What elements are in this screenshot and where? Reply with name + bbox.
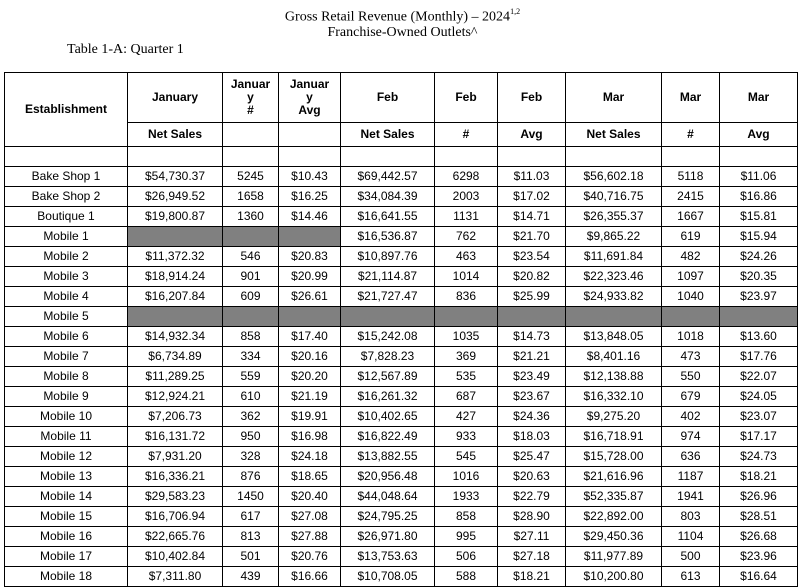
header-mar-sales-top: Mar xyxy=(566,73,662,123)
jan-count-cell: 334 xyxy=(223,347,279,367)
table-row xyxy=(5,447,798,467)
feb-avg-cell: $11.03 xyxy=(498,167,566,187)
mar-count-cell: 5118 xyxy=(662,167,720,187)
feb-count-cell: 933 xyxy=(435,427,498,447)
jan-avg-cell: $20.76 xyxy=(279,547,341,567)
header-jan-count-top xyxy=(223,73,279,123)
header-row-top xyxy=(5,73,798,123)
header-mar-avg-bottom: Avg xyxy=(720,123,798,147)
mar-avg-cell: $18.21 xyxy=(720,467,798,487)
header-jan-count-top-1: Januar xyxy=(230,77,271,91)
table-caption: Table 1-A: Quarter 1 xyxy=(67,42,184,57)
jan-count-cell: 858 xyxy=(223,327,279,347)
jan-count-cell: 617 xyxy=(223,507,279,527)
jan-count-cell: 362 xyxy=(223,407,279,427)
feb-count-cell: 463 xyxy=(435,247,498,267)
mar-avg-cell: $26.96 xyxy=(720,487,798,507)
feb-avg-cell: $28.90 xyxy=(498,507,566,527)
mar-net-sales-cell: $40,716.75 xyxy=(566,187,662,207)
establishment-cell: Mobile 6 xyxy=(5,327,128,347)
feb-avg-cell: $25.99 xyxy=(498,287,566,307)
feb-count-cell: 1933 xyxy=(435,487,498,507)
establishment-cell: Mobile 18 xyxy=(5,567,128,587)
table-row xyxy=(5,207,798,227)
jan-avg-cell: $19.91 xyxy=(279,407,341,427)
feb-count-cell: 995 xyxy=(435,527,498,547)
jan-count-cell: 609 xyxy=(223,287,279,307)
feb-avg-cell: $18.03 xyxy=(498,427,566,447)
feb-avg-cell: $18.21 xyxy=(498,567,566,587)
header-jan-count-top-2: y xyxy=(247,90,254,104)
feb-net-sales-cell: $15,242.08 xyxy=(341,327,435,347)
jan-count-cell: 610 xyxy=(223,387,279,407)
mar-net-sales-cell: $9,865.22 xyxy=(566,227,662,247)
jan-count-cell: 546 xyxy=(223,247,279,267)
feb-avg-cell: $23.49 xyxy=(498,367,566,387)
jan-count-cell: 813 xyxy=(223,527,279,547)
establishment-cell: Bake Shop 1 xyxy=(5,167,128,187)
jan-avg-cell: $20.20 xyxy=(279,367,341,387)
report-title xyxy=(0,8,805,26)
mar-net-sales-cell: $12,138.88 xyxy=(566,367,662,387)
feb-avg-cell: $20.82 xyxy=(498,267,566,287)
report-title-footnote-marker: 1,2 xyxy=(510,7,521,16)
jan-net-sales-cell xyxy=(128,227,223,247)
mar-avg-cell: $28.51 xyxy=(720,507,798,527)
spacer-cell xyxy=(720,147,798,167)
jan-net-sales-cell: $16,336.21 xyxy=(128,467,223,487)
jan-avg-cell: $10.43 xyxy=(279,167,341,187)
feb-count-cell: 858 xyxy=(435,507,498,527)
header-feb-count-bottom: # xyxy=(435,123,498,147)
jan-avg-cell xyxy=(279,227,341,247)
table-row xyxy=(5,287,798,307)
mar-net-sales-cell: $56,602.18 xyxy=(566,167,662,187)
establishment-cell: Boutique 1 xyxy=(5,207,128,227)
mar-count-cell: 1104 xyxy=(662,527,720,547)
feb-net-sales-cell: $16,641.55 xyxy=(341,207,435,227)
spacer-cell xyxy=(279,147,341,167)
header-jan-count-bottom-cell xyxy=(223,123,279,147)
header-feb-avg-top: Feb xyxy=(498,73,566,123)
jan-avg-cell: $16.25 xyxy=(279,187,341,207)
mar-count-cell: 1018 xyxy=(662,327,720,347)
feb-avg-cell: $22.79 xyxy=(498,487,566,507)
jan-net-sales-cell: $16,706.94 xyxy=(128,507,223,527)
mar-avg-cell: $22.07 xyxy=(720,367,798,387)
header-jan-avg-bottom-cell xyxy=(279,123,341,147)
mar-count-cell: 1040 xyxy=(662,287,720,307)
feb-avg-cell: $21.21 xyxy=(498,347,566,367)
jan-net-sales-cell: $29,583.23 xyxy=(128,487,223,507)
mar-net-sales-cell: $26,355.37 xyxy=(566,207,662,227)
feb-net-sales-cell: $26,971.80 xyxy=(341,527,435,547)
mar-net-sales-cell: $22,892.00 xyxy=(566,507,662,527)
header-feb-sales-bottom: Net Sales xyxy=(341,123,435,147)
jan-avg-cell: $14.46 xyxy=(279,207,341,227)
feb-count-cell: 1035 xyxy=(435,327,498,347)
mar-count-cell: 2415 xyxy=(662,187,720,207)
table-row xyxy=(5,327,798,347)
spacer-cell xyxy=(341,147,435,167)
feb-net-sales-cell: $10,402.65 xyxy=(341,407,435,427)
jan-avg-cell: $16.66 xyxy=(279,567,341,587)
establishment-cell: Mobile 1 xyxy=(5,227,128,247)
jan-avg-cell: $17.40 xyxy=(279,327,341,347)
jan-avg-cell: $26.61 xyxy=(279,287,341,307)
mar-net-sales-cell: $15,728.00 xyxy=(566,447,662,467)
mar-avg-cell: $24.26 xyxy=(720,247,798,267)
jan-net-sales-cell: $12,924.21 xyxy=(128,387,223,407)
mar-avg-cell: $11.06 xyxy=(720,167,798,187)
mar-net-sales-cell: $22,323.46 xyxy=(566,267,662,287)
jan-net-sales-cell: $22,665.76 xyxy=(128,527,223,547)
mar-count-cell: 500 xyxy=(662,547,720,567)
spacer-cell xyxy=(223,147,279,167)
mar-count-cell: 1187 xyxy=(662,467,720,487)
table-row xyxy=(5,487,798,507)
feb-net-sales-cell: $16,536.87 xyxy=(341,227,435,247)
feb-count-cell xyxy=(435,307,498,327)
feb-count-cell: 506 xyxy=(435,547,498,567)
feb-avg-cell: $24.36 xyxy=(498,407,566,427)
feb-net-sales-cell: $21,114.87 xyxy=(341,267,435,287)
header-jan-count-bottom: # xyxy=(247,103,254,117)
feb-count-cell: 545 xyxy=(435,447,498,467)
feb-net-sales-cell: $21,727.47 xyxy=(341,287,435,307)
jan-avg-cell: $20.83 xyxy=(279,247,341,267)
establishment-cell: Mobile 17 xyxy=(5,547,128,567)
table-row xyxy=(5,307,798,327)
mar-net-sales-cell: $16,718.91 xyxy=(566,427,662,447)
header-mar-sales-bottom: Net Sales xyxy=(566,123,662,147)
mar-count-cell: 1097 xyxy=(662,267,720,287)
feb-count-cell: 1131 xyxy=(435,207,498,227)
jan-net-sales-cell: $18,914.24 xyxy=(128,267,223,287)
establishment-cell: Mobile 3 xyxy=(5,267,128,287)
mar-avg-cell xyxy=(720,307,798,327)
table-row xyxy=(5,507,798,527)
spacer-cell xyxy=(128,147,223,167)
jan-count-cell: 501 xyxy=(223,547,279,567)
mar-avg-cell: $24.05 xyxy=(720,387,798,407)
mar-avg-cell: $23.97 xyxy=(720,287,798,307)
jan-net-sales-cell: $14,932.34 xyxy=(128,327,223,347)
mar-net-sales-cell: $11,691.84 xyxy=(566,247,662,267)
header-feb-avg-bottom: Avg xyxy=(498,123,566,147)
jan-count-cell xyxy=(223,307,279,327)
spacer-cell xyxy=(5,147,128,167)
mar-avg-cell: $17.76 xyxy=(720,347,798,367)
establishment-cell: Mobile 10 xyxy=(5,407,128,427)
jan-count-cell: 1450 xyxy=(223,487,279,507)
jan-net-sales-cell: $7,206.73 xyxy=(128,407,223,427)
jan-avg-cell: $20.99 xyxy=(279,267,341,287)
establishment-cell: Mobile 14 xyxy=(5,487,128,507)
jan-count-cell: 950 xyxy=(223,427,279,447)
jan-avg-cell: $16.98 xyxy=(279,427,341,447)
mar-avg-cell: $23.96 xyxy=(720,547,798,567)
mar-avg-cell: $20.35 xyxy=(720,267,798,287)
jan-avg-cell: $21.19 xyxy=(279,387,341,407)
mar-net-sales-cell xyxy=(566,307,662,327)
feb-net-sales-cell: $44,048.64 xyxy=(341,487,435,507)
jan-count-cell: 901 xyxy=(223,267,279,287)
jan-avg-cell xyxy=(279,307,341,327)
mar-net-sales-cell: $11,977.89 xyxy=(566,547,662,567)
jan-net-sales-cell: $19,800.87 xyxy=(128,207,223,227)
jan-count-cell: 1658 xyxy=(223,187,279,207)
jan-avg-cell: $18.65 xyxy=(279,467,341,487)
spacer-cell xyxy=(662,147,720,167)
table-row xyxy=(5,427,798,447)
mar-net-sales-cell: $21,616.96 xyxy=(566,467,662,487)
establishment-cell: Mobile 5 xyxy=(5,307,128,327)
feb-count-cell: 369 xyxy=(435,347,498,367)
spacer-row xyxy=(5,147,798,167)
establishment-cell: Mobile 16 xyxy=(5,527,128,547)
mar-net-sales-cell: $8,401.16 xyxy=(566,347,662,367)
mar-count-cell: 613 xyxy=(662,567,720,587)
feb-count-cell: 762 xyxy=(435,227,498,247)
jan-avg-cell: $27.08 xyxy=(279,507,341,527)
feb-avg-cell: $25.47 xyxy=(498,447,566,467)
feb-avg-cell: $27.11 xyxy=(498,527,566,547)
jan-avg-cell: $24.18 xyxy=(279,447,341,467)
feb-net-sales-cell: $7,828.23 xyxy=(341,347,435,367)
revenue-table xyxy=(4,72,798,587)
jan-net-sales-cell: $11,289.25 xyxy=(128,367,223,387)
header-jan-avg-bottom: Avg xyxy=(298,103,321,117)
table-row xyxy=(5,247,798,267)
feb-avg-cell: $20.63 xyxy=(498,467,566,487)
feb-avg-cell: $27.18 xyxy=(498,547,566,567)
mar-count-cell: 679 xyxy=(662,387,720,407)
mar-net-sales-cell: $13,848.05 xyxy=(566,327,662,347)
feb-avg-cell: $14.71 xyxy=(498,207,566,227)
feb-net-sales-cell: $69,442.57 xyxy=(341,167,435,187)
feb-count-cell: 1016 xyxy=(435,467,498,487)
jan-net-sales-cell: $7,931.20 xyxy=(128,447,223,467)
mar-avg-cell: $13.60 xyxy=(720,327,798,347)
establishment-cell: Mobile 11 xyxy=(5,427,128,447)
mar-count-cell xyxy=(662,307,720,327)
feb-net-sales-cell: $24,795.25 xyxy=(341,507,435,527)
spacer-cell xyxy=(435,147,498,167)
feb-count-cell: 427 xyxy=(435,407,498,427)
feb-net-sales-cell: $34,084.39 xyxy=(341,187,435,207)
feb-avg-cell xyxy=(498,307,566,327)
feb-count-cell: 1014 xyxy=(435,267,498,287)
table-row xyxy=(5,347,798,367)
feb-net-sales-cell xyxy=(341,307,435,327)
feb-net-sales-cell: $13,882.55 xyxy=(341,447,435,467)
feb-net-sales-cell: $16,822.49 xyxy=(341,427,435,447)
mar-count-cell: 619 xyxy=(662,227,720,247)
table-row xyxy=(5,367,798,387)
table-body xyxy=(5,147,798,587)
mar-count-cell: 1667 xyxy=(662,207,720,227)
mar-count-cell: 636 xyxy=(662,447,720,467)
report-subtitle: Franchise-Owned Outlets^ xyxy=(327,25,478,40)
header-mar-count-top: Mar xyxy=(662,73,720,123)
header-jan-sales-top: January xyxy=(128,73,223,123)
mar-count-cell: 974 xyxy=(662,427,720,447)
jan-net-sales-cell: $26,949.52 xyxy=(128,187,223,207)
jan-net-sales-cell: $16,131.72 xyxy=(128,427,223,447)
mar-net-sales-cell: $29,450.36 xyxy=(566,527,662,547)
table-row xyxy=(5,527,798,547)
establishment-cell: Bake Shop 2 xyxy=(5,187,128,207)
mar-avg-cell: $16.86 xyxy=(720,187,798,207)
table-row xyxy=(5,547,798,567)
table-row xyxy=(5,387,798,407)
mar-avg-cell: $15.94 xyxy=(720,227,798,247)
table-row xyxy=(5,227,798,247)
report-title-text: Gross Retail Revenue (Monthly) – 2024 xyxy=(284,9,511,25)
mar-avg-cell: $24.73 xyxy=(720,447,798,467)
establishment-cell: Mobile 7 xyxy=(5,347,128,367)
spacer-cell xyxy=(566,147,662,167)
feb-avg-cell: $17.02 xyxy=(498,187,566,207)
establishment-cell: Mobile 8 xyxy=(5,367,128,387)
header-feb-count-top: Feb xyxy=(435,73,498,123)
mar-avg-cell: $15.81 xyxy=(720,207,798,227)
establishment-cell: Mobile 12 xyxy=(5,447,128,467)
jan-net-sales-cell: $7,311.80 xyxy=(128,567,223,587)
header-jan-sales-bottom: Net Sales xyxy=(128,123,223,147)
mar-count-cell: 550 xyxy=(662,367,720,387)
feb-count-cell: 588 xyxy=(435,567,498,587)
mar-avg-cell: $16.64 xyxy=(720,567,798,587)
jan-count-cell: 328 xyxy=(223,447,279,467)
header-mar-count-bottom: # xyxy=(662,123,720,147)
jan-count-cell: 1360 xyxy=(223,207,279,227)
feb-avg-cell: $21.70 xyxy=(498,227,566,247)
spacer-cell xyxy=(498,147,566,167)
feb-net-sales-cell: $16,261.32 xyxy=(341,387,435,407)
mar-net-sales-cell: $16,332.10 xyxy=(566,387,662,407)
feb-net-sales-cell: $13,753.63 xyxy=(341,547,435,567)
establishment-cell: Mobile 4 xyxy=(5,287,128,307)
jan-net-sales-cell: $10,402.84 xyxy=(128,547,223,567)
header-mar-avg-top: Mar xyxy=(720,73,798,123)
jan-avg-cell: $20.16 xyxy=(279,347,341,367)
jan-net-sales-cell: $6,734.89 xyxy=(128,347,223,367)
feb-avg-cell: $14.73 xyxy=(498,327,566,347)
mar-net-sales-cell: $10,200.80 xyxy=(566,567,662,587)
mar-avg-cell: $26.68 xyxy=(720,527,798,547)
header-jan-avg-top xyxy=(279,73,341,123)
header-jan-avg-top-1: Januar xyxy=(289,77,330,91)
establishment-cell: Mobile 13 xyxy=(5,467,128,487)
jan-net-sales-cell: $11,372.32 xyxy=(128,247,223,267)
establishment-cell: Mobile 15 xyxy=(5,507,128,527)
feb-net-sales-cell: $20,956.48 xyxy=(341,467,435,487)
feb-net-sales-cell: $10,708.05 xyxy=(341,567,435,587)
header-establishment: Establishment xyxy=(5,73,128,147)
mar-count-cell: 402 xyxy=(662,407,720,427)
mar-count-cell: 473 xyxy=(662,347,720,367)
mar-count-cell: 1941 xyxy=(662,487,720,507)
feb-avg-cell: $23.54 xyxy=(498,247,566,267)
table-row xyxy=(5,167,798,187)
jan-count-cell: 559 xyxy=(223,367,279,387)
feb-count-cell: 2003 xyxy=(435,187,498,207)
jan-count-cell xyxy=(223,227,279,247)
feb-count-cell: 687 xyxy=(435,387,498,407)
jan-avg-cell: $20.40 xyxy=(279,487,341,507)
mar-count-cell: 482 xyxy=(662,247,720,267)
mar-net-sales-cell: $9,275.20 xyxy=(566,407,662,427)
jan-count-cell: 5245 xyxy=(223,167,279,187)
table-row xyxy=(5,267,798,287)
mar-count-cell: 803 xyxy=(662,507,720,527)
feb-avg-cell: $23.67 xyxy=(498,387,566,407)
table-row xyxy=(5,467,798,487)
feb-count-cell: 6298 xyxy=(435,167,498,187)
mar-avg-cell: $23.07 xyxy=(720,407,798,427)
mar-net-sales-cell: $52,335.87 xyxy=(566,487,662,507)
header-feb-sales-top: Feb xyxy=(341,73,435,123)
mar-avg-cell: $17.17 xyxy=(720,427,798,447)
mar-net-sales-cell: $24,933.82 xyxy=(566,287,662,307)
jan-net-sales-cell: $16,207.84 xyxy=(128,287,223,307)
jan-count-cell: 439 xyxy=(223,567,279,587)
feb-net-sales-cell: $12,567.89 xyxy=(341,367,435,387)
feb-net-sales-cell: $10,897.76 xyxy=(341,247,435,267)
jan-net-sales-cell: $54,730.37 xyxy=(128,167,223,187)
establishment-cell: Mobile 2 xyxy=(5,247,128,267)
jan-avg-cell: $27.88 xyxy=(279,527,341,547)
jan-net-sales-cell xyxy=(128,307,223,327)
table-row xyxy=(5,407,798,427)
table-row xyxy=(5,187,798,207)
jan-count-cell: 876 xyxy=(223,467,279,487)
feb-count-cell: 836 xyxy=(435,287,498,307)
feb-count-cell: 535 xyxy=(435,367,498,387)
establishment-cell: Mobile 9 xyxy=(5,387,128,407)
header-jan-avg-top-2: y xyxy=(306,90,313,104)
